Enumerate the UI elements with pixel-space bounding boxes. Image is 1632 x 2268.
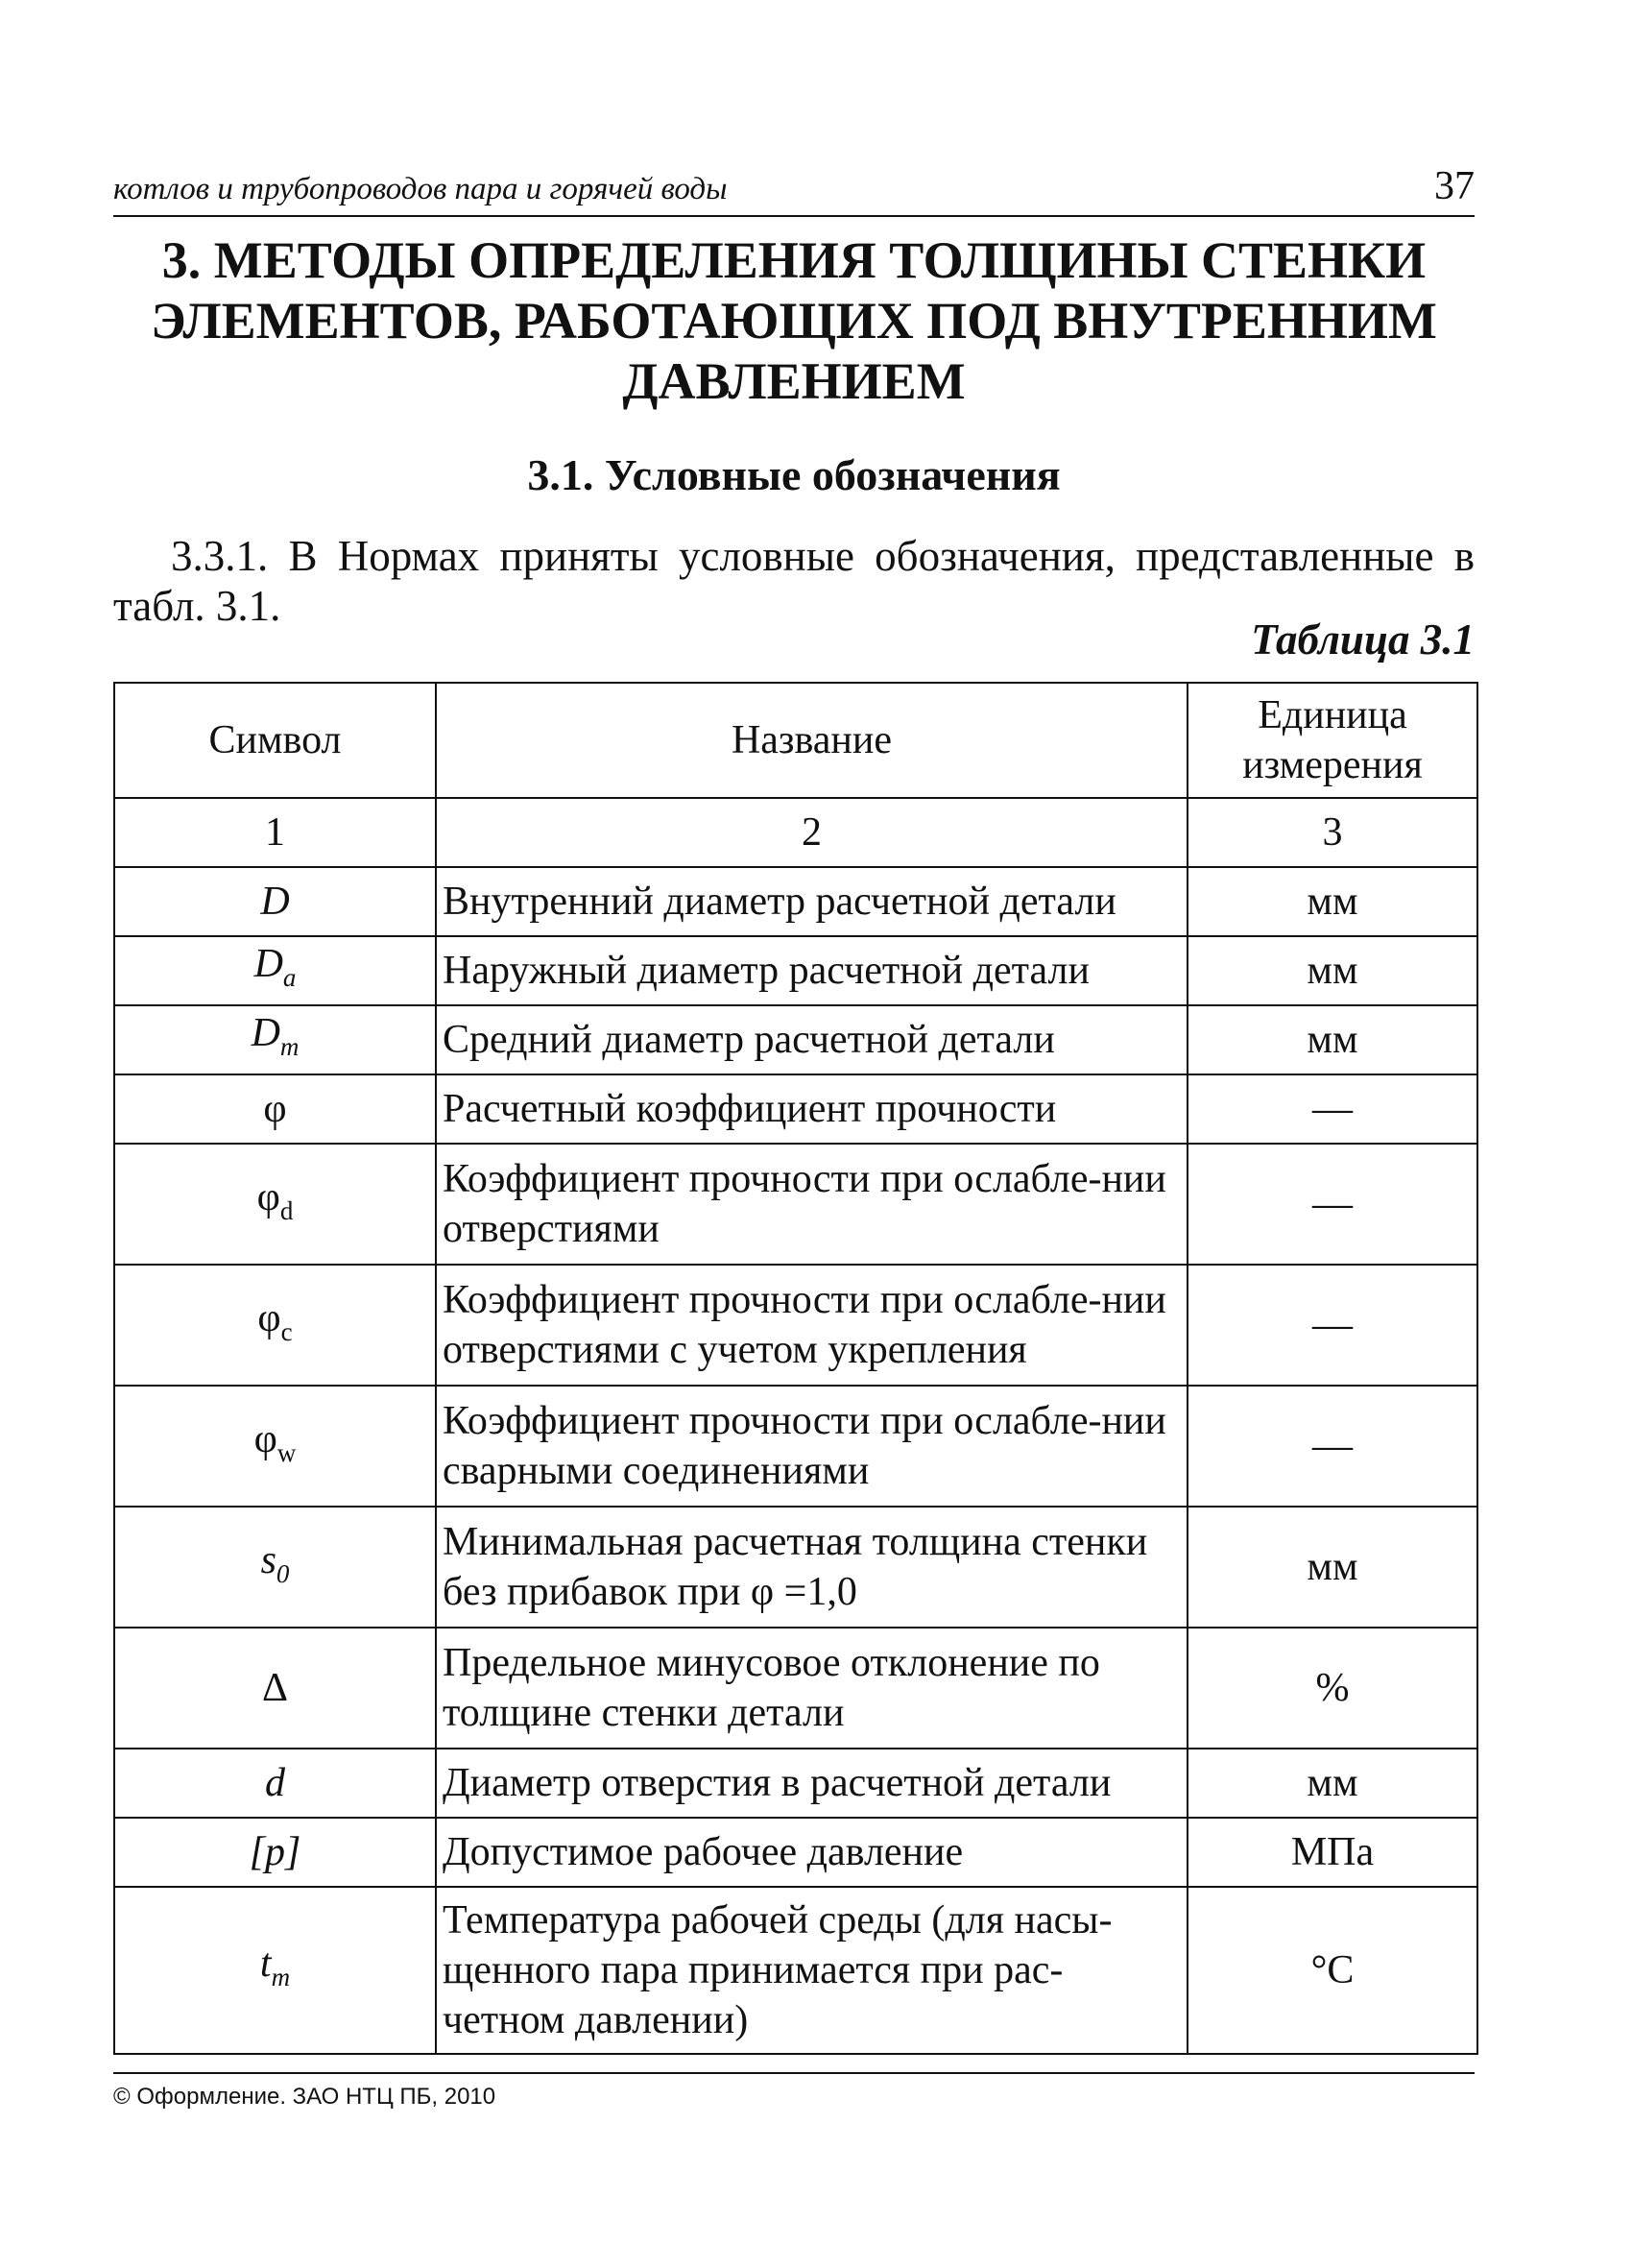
symbol-letter: φ bbox=[257, 1296, 281, 1340]
column-number-row bbox=[114, 798, 1477, 867]
symbol-subscript: m bbox=[271, 1963, 291, 1991]
unit-cell: мм bbox=[1188, 867, 1477, 936]
header-unit: Единица измерения bbox=[1188, 683, 1477, 798]
symbols-table bbox=[113, 682, 1478, 2055]
table-row bbox=[114, 1144, 1477, 1265]
table-header-row bbox=[114, 683, 1477, 798]
symbol-letter: φ bbox=[253, 1417, 277, 1461]
symbol-cell bbox=[114, 1265, 436, 1386]
table-row bbox=[114, 1887, 1477, 2054]
symbol-cell bbox=[114, 1507, 436, 1628]
name-cell: Расчетный коэффициент прочности bbox=[436, 1074, 1188, 1144]
unit-cell: % bbox=[1188, 1628, 1477, 1749]
name-cell: Предельное минусовое отклонение по толщине стенки детали bbox=[436, 1628, 1188, 1749]
intro-paragraph: 3.3.1. В Нормах приняты условные обозначения, представленные в табл. 3.1. bbox=[113, 532, 1475, 630]
section-title: 3.1. Условные обозначения bbox=[527, 450, 1061, 499]
unit-cell: мм bbox=[1188, 1749, 1477, 1818]
running-header bbox=[113, 161, 1475, 217]
table-row bbox=[114, 1818, 1477, 1887]
unit-cell: мм bbox=[1188, 936, 1477, 1005]
unit-cell: — bbox=[1188, 1265, 1477, 1386]
symbol-letter: D bbox=[253, 942, 283, 986]
symbol-cell bbox=[114, 1887, 436, 2054]
table-row bbox=[114, 867, 1477, 936]
name-cell: Наружный диаметр расчетной детали bbox=[436, 936, 1188, 1005]
symbol-cell bbox=[114, 1818, 436, 1887]
header-name: Название bbox=[436, 683, 1188, 798]
symbol-letter: Δ bbox=[261, 1666, 288, 1710]
name-cell: Коэффициент прочности при ослабле-нии отверстиями bbox=[436, 1144, 1188, 1265]
running-title: котлов и трубопроводов пара и горячей воды bbox=[113, 172, 728, 206]
symbol-cell bbox=[114, 1005, 436, 1074]
page-number: 37 bbox=[1434, 164, 1475, 208]
table-row bbox=[114, 1265, 1477, 1386]
column-number: 1 bbox=[114, 798, 436, 867]
symbol-cell bbox=[114, 1628, 436, 1749]
copyright: © Оформление. ЗАО НТЦ ПБ, 2010 bbox=[113, 2084, 496, 2110]
table-row bbox=[114, 1749, 1477, 1818]
chapter-title: 3. МЕТОДЫ ОПРЕДЕЛЕНИЯ ТОЛЩИНЫ СТЕНКИ ЭЛЕМЕНТОВ, РАБОТАЮЩИХ ПОД ВНУТРЕННИМ ДАВЛЕНИЕМ bbox=[151, 231, 1437, 410]
table-caption: Таблица 3.1 bbox=[1251, 615, 1475, 664]
symbol-cell bbox=[114, 867, 436, 936]
name-cell: Коэффициент прочности при ослабле-нии сварными соединениями bbox=[436, 1386, 1188, 1507]
symbol-subscript: a bbox=[282, 963, 297, 992]
table-row bbox=[114, 1386, 1477, 1507]
unit-cell: — bbox=[1188, 1144, 1477, 1265]
symbol-letter: D bbox=[260, 880, 290, 924]
name-cell: Средний диаметр расчетной детали bbox=[436, 1005, 1188, 1074]
symbol-cell bbox=[114, 1386, 436, 1507]
name-cell: Коэффициент прочности при ослабле-нии отверстиями с учетом укрепления bbox=[436, 1265, 1188, 1386]
symbol-letter: s bbox=[260, 1538, 276, 1582]
table-row bbox=[114, 1507, 1477, 1628]
symbol-letter: φ bbox=[256, 1175, 280, 1219]
name-cell: Диаметр отверстия в расчетной детали bbox=[436, 1749, 1188, 1818]
column-number: 3 bbox=[1188, 798, 1477, 867]
symbol-subscript: 0 bbox=[276, 1559, 290, 1588]
table-row bbox=[114, 1628, 1477, 1749]
symbol-letter: φ bbox=[263, 1087, 287, 1131]
unit-cell: мм bbox=[1188, 1005, 1477, 1074]
symbol-letter: d bbox=[265, 1761, 285, 1805]
symbol-cell bbox=[114, 936, 436, 1005]
table-row bbox=[114, 1005, 1477, 1074]
unit-cell: мм bbox=[1188, 1507, 1477, 1628]
name-cell: Допустимое рабочее давление bbox=[436, 1818, 1188, 1887]
symbol-cell bbox=[114, 1749, 436, 1818]
symbol-cell bbox=[114, 1144, 436, 1265]
symbol-subscript: w bbox=[276, 1438, 297, 1467]
symbol-subscript: d bbox=[279, 1196, 294, 1225]
symbol-cell bbox=[114, 1074, 436, 1144]
symbol-subscript: m bbox=[279, 1032, 300, 1061]
unit-cell: °С bbox=[1188, 1887, 1477, 2054]
symbol-letter: t bbox=[259, 1942, 272, 1986]
table-row bbox=[114, 936, 1477, 1005]
column-number: 2 bbox=[436, 798, 1188, 867]
unit-cell: — bbox=[1188, 1074, 1477, 1144]
footer-rule bbox=[113, 2072, 1475, 2074]
symbol-letter: [p] bbox=[249, 1830, 301, 1874]
name-cell: Внутренний диаметр расчетной детали bbox=[436, 867, 1188, 936]
unit-cell: МПа bbox=[1188, 1818, 1477, 1887]
symbol-subscript: c bbox=[280, 1317, 293, 1346]
header-symbol: Символ bbox=[114, 683, 436, 798]
name-cell: Минимальная расчетная толщина стенки без прибавок при φ =1,0 bbox=[436, 1507, 1188, 1628]
symbol-letter: D bbox=[251, 1011, 280, 1055]
unit-cell: — bbox=[1188, 1386, 1477, 1507]
name-cell: Температура рабочей среды (для насы-щенного пара принимается при рас-четном давлении) bbox=[436, 1887, 1188, 2054]
table-row bbox=[114, 1074, 1477, 1144]
